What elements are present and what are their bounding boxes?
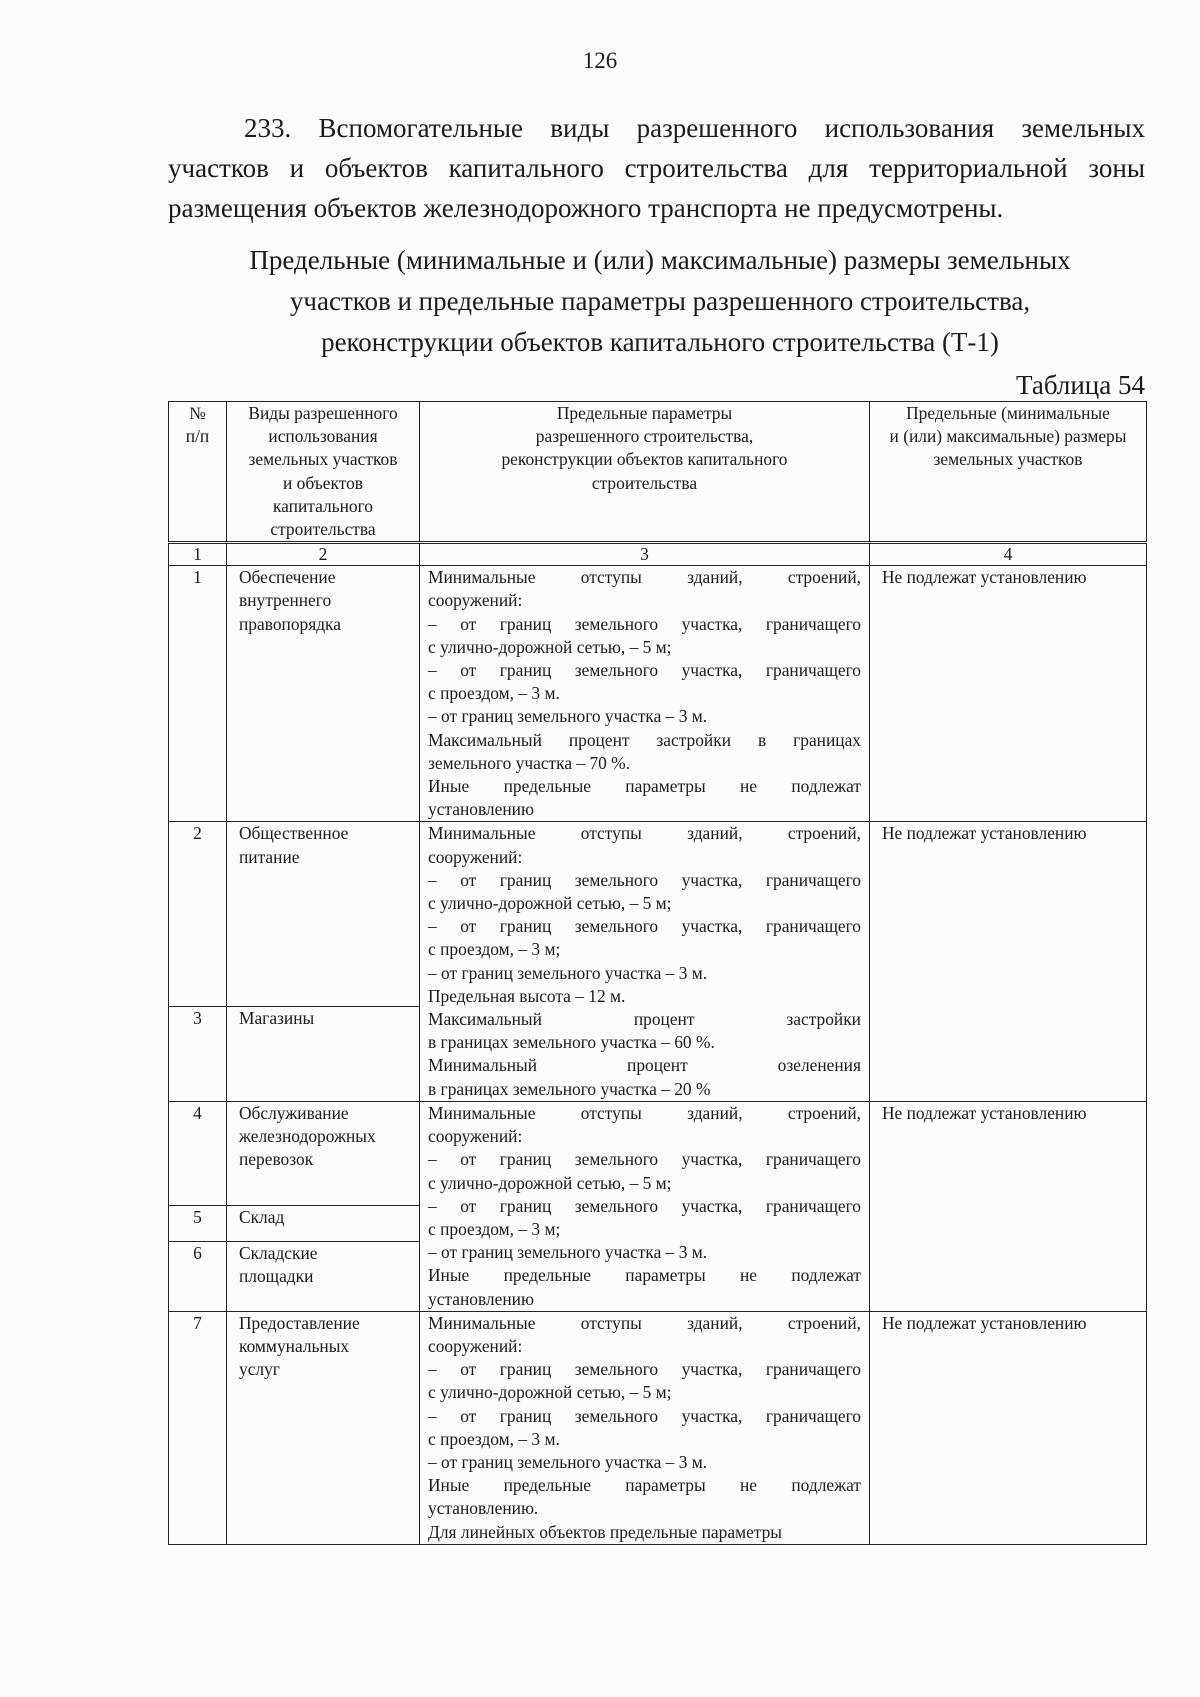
row-kind (227, 1241, 420, 1311)
row-number: 1 (169, 566, 227, 822)
header-line: строительства (270, 519, 376, 540)
kind-line: Склад (239, 1207, 285, 1228)
header-cell-params (420, 402, 870, 543)
header-line: Предельные параметры (556, 403, 733, 423)
header-line: реконструкции объектов капитального (501, 449, 788, 470)
row-kind (227, 1101, 420, 1205)
params-line: – от границ земельного участка – 3 м. (428, 1242, 708, 1263)
header-line: и объектов (283, 472, 363, 493)
row-params (420, 566, 870, 822)
row-kind (227, 1206, 420, 1242)
table-row (169, 566, 1147, 822)
intro-paragraph: 233. Вспомогательные виды разрешенного использования земельных участков и объектов капитального строительства для территориальной зоны размещения объектов железнодорожного транспорта не предусмотрены. (168, 113, 1145, 223)
params-line: Иные предельные параметры не подлежат (428, 776, 861, 797)
params-line: земельного участка – 70 %. (428, 752, 631, 773)
header-cell-number (169, 402, 227, 543)
kind-line: железнодорожных (239, 1126, 376, 1147)
row-number: 6 (169, 1241, 227, 1311)
table-header (169, 402, 1147, 566)
params-line: Предельная высота – 12 м. (428, 985, 626, 1006)
header-line: № (189, 403, 206, 423)
kind-line: Общественное (239, 823, 349, 844)
column-number: 4 (870, 543, 1147, 566)
heading-line: реконструкции объектов капитального строительства (Т-1) (321, 327, 999, 357)
kind-line: Складские (239, 1242, 318, 1263)
params-line: – от границ земельного участка, граничащего (428, 613, 861, 634)
table-body (169, 566, 1147, 1545)
params-line: Максимальный процент застройки в границах (428, 729, 861, 750)
params-line: с улично-дорожной сетью, – 5 м; (428, 1172, 672, 1193)
row-kind (227, 822, 420, 1007)
header-line: использования (268, 426, 378, 447)
header-cell-kind (227, 402, 420, 543)
table-row (169, 1311, 1147, 1544)
limits-table (168, 401, 1147, 1545)
table-heading (160, 240, 1160, 363)
params-line: – от границ земельного участка – 3 м. (428, 1451, 708, 1472)
params-line: Минимальный процент озеленения (428, 1055, 861, 1076)
kind-line: Обслуживание (239, 1102, 349, 1123)
column-number: 1 (169, 543, 227, 566)
row-number: 2 (169, 822, 227, 1007)
params-line: с улично-дорожной сетью, – 5 м; (428, 1382, 672, 1403)
row-number: 3 (169, 1007, 227, 1101)
header-line: земельных участков (933, 449, 1083, 470)
row-sizes: Не подлежат установлению (870, 1311, 1147, 1544)
kind-line: услуг (239, 1359, 280, 1380)
params-line: с улично-дорожной сетью, – 5 м; (428, 636, 672, 657)
header-line: Предельные (минимальные (906, 403, 1110, 423)
row-kind (227, 1007, 420, 1101)
params-line: – от границ земельного участка – 3 м. (428, 706, 708, 727)
header-line: земельных участков (248, 449, 398, 470)
header-cell-sizes (870, 402, 1147, 543)
kind-line: Обеспечение (239, 567, 336, 588)
header-line: п/п (185, 426, 210, 447)
params-line: Минимальные отступы зданий, строений, (428, 1312, 861, 1333)
params-line: Минимальные отступы зданий, строений, (428, 567, 861, 588)
row-params (420, 1101, 870, 1311)
params-line: с проездом, – 3 м; (428, 1218, 561, 1239)
table-row (169, 822, 1147, 1007)
params-line: – от границ земельного участка, граничащего (428, 916, 861, 937)
params-line: установлению (428, 1288, 534, 1309)
kind-line: правопорядка (239, 613, 341, 634)
header-line: строительства (591, 472, 698, 493)
params-line: – от границ земельного участка, граничащего (428, 1359, 861, 1380)
page-number: 126 (582, 48, 618, 73)
row-sizes: Не подлежат установлению (870, 566, 1147, 822)
params-line: Иные предельные параметры не подлежат (428, 1265, 861, 1286)
params-line: Минимальные отступы зданий, строений, (428, 1102, 861, 1123)
row-sizes: Не подлежат установлению (870, 1101, 1147, 1311)
params-line: в границах земельного участка – 20 % (428, 1078, 711, 1099)
heading-line: Предельные (минимальные и (или) максимальные) размеры земельных (249, 245, 1071, 275)
header-row (169, 402, 1147, 543)
kind-line: Предоставление (239, 1312, 360, 1333)
params-line: с проездом, – 3 м; (428, 939, 561, 960)
params-line: Для линейных объектов предельные параметры (428, 1521, 782, 1542)
params-line: Максимальный процент застройки (428, 1009, 861, 1030)
params-line: установлению (428, 799, 534, 820)
params-line: с улично-дорожной сетью, – 5 м; (428, 893, 672, 914)
kind-line: Магазины (239, 1008, 315, 1029)
row-sizes: Не подлежат установлению (870, 822, 1147, 1101)
column-number-row (169, 543, 1147, 566)
kind-line: площадки (239, 1265, 314, 1286)
row-params (420, 1311, 870, 1544)
kind-line: внутреннего (239, 590, 332, 611)
header-line: Виды разрешенного (248, 403, 398, 423)
params-line: Минимальные отступы зданий, строений, (428, 823, 861, 844)
header-line: капитального (273, 495, 373, 516)
column-number: 3 (420, 543, 870, 566)
params-line: в границах земельного участка – 60 %. (428, 1032, 715, 1053)
row-params (420, 822, 870, 1101)
params-line: – от границ земельного участка, граничащего (428, 1149, 861, 1170)
header-line: и (или) максимальные) размеры (889, 426, 1127, 447)
params-line: установлению. (428, 1498, 539, 1519)
params-line: – от границ земельного участка, граничащего (428, 660, 861, 681)
heading-line: участков и предельные параметры разрешенного строительства, (289, 286, 1031, 316)
params-line: с проездом, – 3 м. (428, 1428, 560, 1449)
params-line: Иные предельные параметры не подлежат (428, 1475, 861, 1496)
params-line: сооружений: (428, 590, 523, 611)
params-line: сооружений: (428, 1126, 523, 1147)
kind-line: питание (239, 846, 300, 867)
params-line: сооружений: (428, 846, 523, 867)
header-line: разрешенного строительства, (535, 426, 754, 447)
kind-line: перевозок (239, 1149, 314, 1170)
table-label: Таблица 54 (1016, 370, 1145, 400)
params-line: – от границ земельного участка, граничащего (428, 1195, 861, 1216)
params-line: сооружений: (428, 1335, 523, 1356)
params-line: с проездом, – 3 м. (428, 683, 560, 704)
kind-line: коммунальных (239, 1335, 350, 1356)
table-row (169, 1101, 1147, 1205)
params-line: – от границ земельного участка, граничащего (428, 869, 861, 890)
row-number: 7 (169, 1311, 227, 1544)
params-line: – от границ земельного участка – 3 м. (428, 962, 708, 983)
params-line: – от границ земельного участка, граничащего (428, 1405, 861, 1426)
row-number: 4 (169, 1101, 227, 1205)
column-number: 2 (227, 543, 420, 566)
row-number: 5 (169, 1206, 227, 1242)
row-kind (227, 566, 420, 822)
row-kind (227, 1311, 420, 1544)
